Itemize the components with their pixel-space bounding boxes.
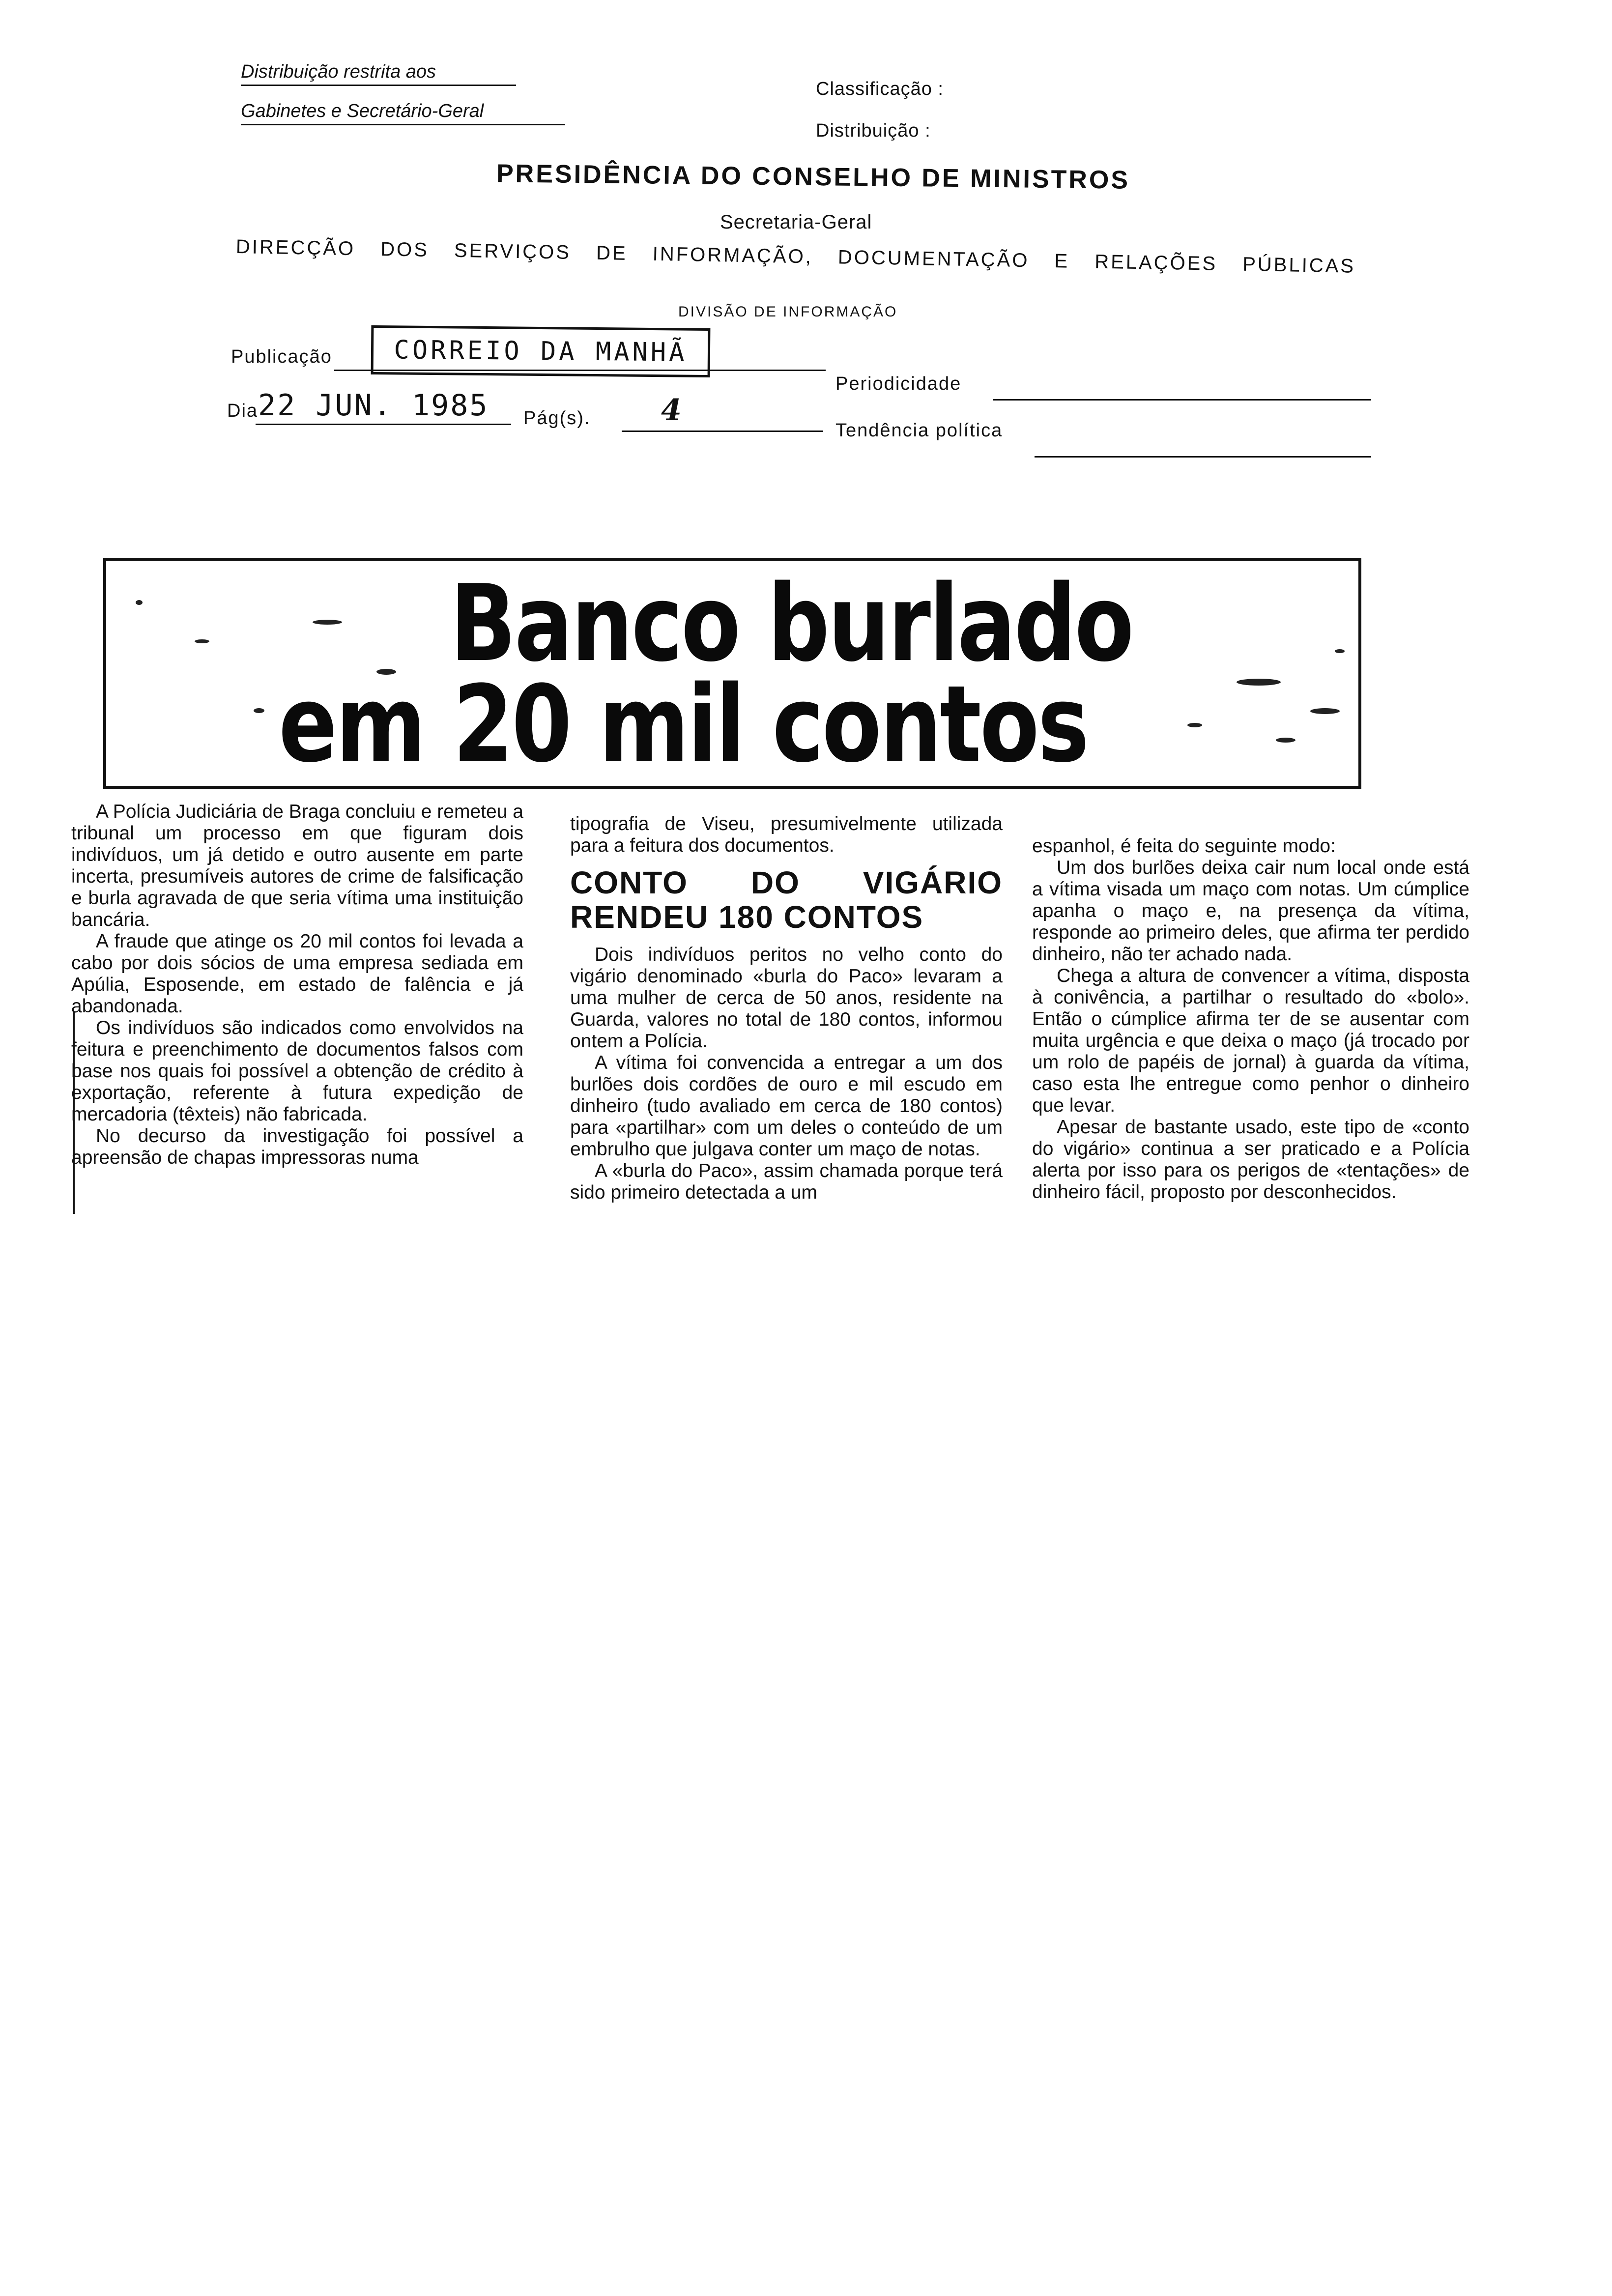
col2-paragraph: A «burla do Paco», assim chamada porque terá sido primeiro detectada a um — [570, 1160, 1003, 1203]
article-column-2 — [570, 813, 1003, 1204]
periodicidade-line — [993, 399, 1371, 401]
col3-paragraph: Um dos burlões deixa cair num local onde está a vítima visada um maço com notas. Um cúmplice apanha o maço e, na presença da vítima, responde ao primeiro deles, que afirma ter perdido dinheiro, não ter achado nada. — [1032, 857, 1469, 965]
pags-value: 4 — [661, 393, 682, 428]
headline-line-2: em 20 mil contos — [278, 662, 1088, 786]
pags-label: Pág(s). — [523, 408, 591, 429]
article-column-3 — [1032, 835, 1469, 1203]
secretaria-geral: Secretaria-Geral — [720, 211, 872, 233]
restriction-line-2: Gabinetes e Secretário-Geral — [241, 101, 565, 125]
col3-paragraph: Chega a altura de convencer a vítima, disposta à conivência, a partilhar o resultado do «bolo». Então o cúmplice afirma ter de se ausentar com muita urgência e que deixa o maço (já trocado por um rolo de papéis de jornal) à guarda da vítima, caso esta lhe entregue como penhor o dinheiro que levar. — [1032, 965, 1469, 1116]
dia-label: Dia — [227, 401, 259, 421]
col2-intro: tipografia de Viseu, presumivelmente utilizada para a feitura dos documentos. — [570, 813, 1003, 856]
distribuicao-label: Distribuição : — [816, 120, 931, 141]
article-column-1 — [71, 801, 523, 1169]
subheadline: CONTO DO VIGÁRIO RENDEU 180 CONTOS — [570, 865, 1003, 935]
divisao-title: DIVISÃO DE INFORMAÇÃO — [678, 304, 898, 320]
direccao-title: DIRECÇÃO DOS SERVIÇOS DE INFORMAÇÃO, DOCUMENTAÇÃO E RELAÇÕES PÚBLICAS — [235, 236, 1356, 277]
periodicidade-label: Periodicidade — [835, 373, 962, 394]
publicacao-label: Publicação — [231, 346, 332, 367]
tendencia-label: Tendência política — [835, 420, 1003, 441]
col1-paragraph: Os indivíduos são indicados como envolvidos na feitura e preenchimento de documentos falsos com base nos quais foi possível a obtenção de crédito à exportação, referente à futura expedição de mercadoria (têxteis) não fabricada. — [71, 1017, 523, 1125]
col1-paragraph: A fraude que atinge os 20 mil contos foi levada a cabo por dois sócios de uma empresa sediada em Apúlia, Esposende, em estado de falência e já abandonada. — [71, 931, 523, 1017]
pags-line — [622, 430, 823, 432]
dia-value: 22 JUN. 1985 — [258, 388, 489, 423]
headline-box — [103, 558, 1361, 789]
dia-line — [256, 424, 511, 425]
col1-paragraph: No decurso da investigação foi possível a apreensão de chapas impressoras numa — [71, 1125, 523, 1168]
col1-paragraph: A Polícia Judiciária de Braga concluiu e remeteu a tribunal um processo em que figuram dois indivíduos, um já detido e outro ausente em parte incerta, presumíveis autores de crime de falsificação e burla agravada de que seria vítima uma instituição bancária. — [71, 801, 523, 930]
publicacao-stamp: CORREIO DA MANHÃ — [371, 325, 711, 377]
restriction-line-1: Distribuição restrita aos — [241, 61, 516, 86]
col2-paragraph: Dois indivíduos peritos no velho conto do vigário denominado «burla do Paco» levaram a uma mulher de cerca de 50 anos, residente na Guarda, valores no total de 180 contos, informou ontem a Polícia. — [570, 944, 1003, 1052]
col2-paragraph: A vítima foi convencida a entregar a um dos burlões dois cordões de ouro e mil escudo em dinheiro (tudo avaliado em cerca de 180 contos) para «partilhar» com um deles o conteúdo de um embrulho que julgava conter um maço de notas. — [570, 1052, 1003, 1160]
headline-line-1: Banco burlado — [450, 562, 1133, 685]
classificacao-label: Classificação : — [816, 79, 944, 99]
presidencia-title: PRESIDÊNCIA DO CONSELHO DE MINISTROS — [496, 159, 1130, 195]
col3-intro: espanhol, é feita do seguinte modo: — [1032, 835, 1336, 857]
col3-paragraph: Apesar de bastante usado, este tipo de «conto do vigário» continua a ser praticado e a Polícia alerta por isso para os perigos de «tentações» de dinheiro fácil, proposto por desconhecidos. — [1032, 1117, 1469, 1203]
tendencia-line — [1035, 456, 1371, 458]
